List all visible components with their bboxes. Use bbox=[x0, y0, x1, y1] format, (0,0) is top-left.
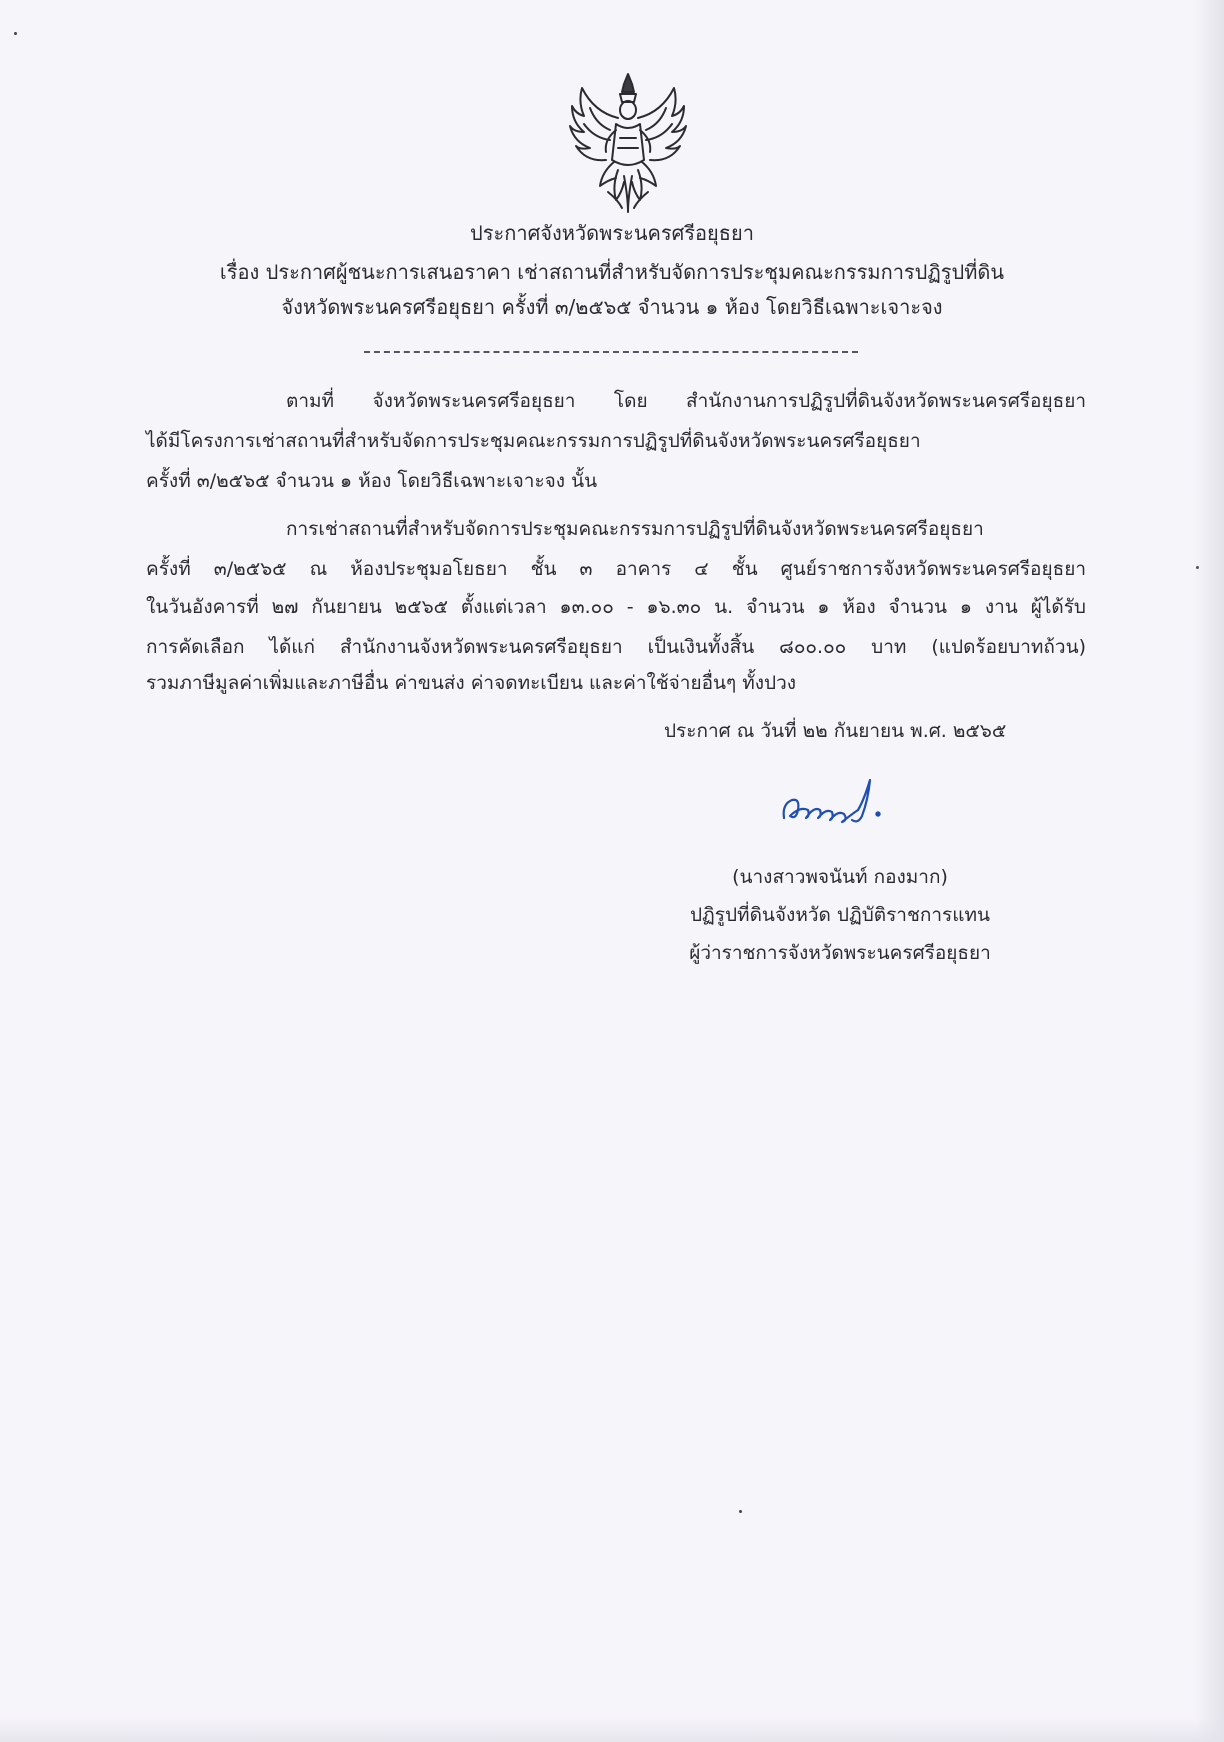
announcement-date: ประกาศ ณ วันที่ ๒๒ กันยายน พ.ศ. ๒๕๖๕ bbox=[664, 720, 1007, 742]
announcement-subject-line-1: เรื่อง ประกาศผู้ชนะการเสนอราคา เช่าสถานที่สำหรับจัดการประชุมคณะกรรมการปฏิรูปที่ดิน bbox=[219, 260, 1005, 284]
signatory-position-2: ผู้ว่าราชการจังหวัดพระนครศรีอยุธยา bbox=[689, 942, 991, 964]
paragraph-2-line: การเช่าสถานที่สำหรับจัดการประชุมคณะกรรมการปฏิรูปที่ดินจังหวัดพระนครศรีอยุธยา bbox=[286, 518, 984, 540]
signatory-name: (นางสาวพจนันท์ กองมาก) bbox=[732, 866, 948, 888]
title-divider bbox=[364, 351, 858, 353]
paragraph-1-line: ตามที่ จังหวัดพระนครศรีอยุธยา โดย สำนักงานการปฏิรูปที่ดินจังหวัดพระนครศรีอยุธยา bbox=[286, 390, 1086, 412]
paragraph-2-line: การคัดเลือก ได้แก่ สำนักงานจังหวัดพระนครศรีอยุธยา เป็นเงินทั้งสิ้น ๘๐๐.๐๐ บาท (แปดร้อยบาทถ้วน) bbox=[146, 636, 1086, 658]
garuda-emblem-icon bbox=[560, 68, 696, 218]
scan-speck bbox=[739, 1510, 742, 1513]
scan-edge-bottom bbox=[0, 1718, 1224, 1742]
paragraph-2-line: ในวันอังคารที่ ๒๗ กันยายน ๒๕๖๕ ตั้งแต่เวลา ๑๓.๐๐ - ๑๖.๓๐ น. จำนวน ๑ ห้อง จำนวน ๑ งาน ผู้ได้รับ bbox=[146, 596, 1086, 618]
announcement-title: ประกาศจังหวัดพระนครศรีอยุธยา bbox=[470, 221, 754, 245]
announcement-subject-line-2: จังหวัดพระนครศรีอยุธยา ครั้งที่ ๓/๒๕๖๕ จำนวน ๑ ห้อง โดยวิธีเฉพาะเจาะจง bbox=[281, 295, 943, 319]
paragraph-2-line: รวมภาษีมูลค่าเพิ่มและภาษีอื่น ค่าขนส่ง ค่าจดทะเบียน และค่าใช้จ่ายอื่นๆ ทั้งปวง bbox=[146, 672, 797, 694]
handwritten-signature bbox=[778, 770, 888, 830]
paragraph-1-line: ได้มีโครงการเช่าสถานที่สำหรับจัดการประชุมคณะกรรมการปฏิรูปที่ดินจังหวัดพระนครศรีอยุธยา bbox=[146, 430, 921, 452]
paragraph-1-line: ครั้งที่ ๓/๒๕๖๕ จำนวน ๑ ห้อง โดยวิธีเฉพาะเจาะจง นั้น bbox=[146, 470, 598, 492]
paragraph-2-line: ครั้งที่ ๓/๒๕๖๕ ณ ห้องประชุมอโยธยา ชั้น ๓ อาคาร ๔ ชั้น ศูนย์ราชการจังหวัดพระนครศรีอยุธยา bbox=[146, 558, 1086, 580]
signatory-position-1: ปฏิรูปที่ดินจังหวัด ปฏิบัติราชการแทน bbox=[689, 904, 991, 926]
scan-speck bbox=[14, 32, 17, 35]
scan-edge-right bbox=[1194, 0, 1224, 1742]
